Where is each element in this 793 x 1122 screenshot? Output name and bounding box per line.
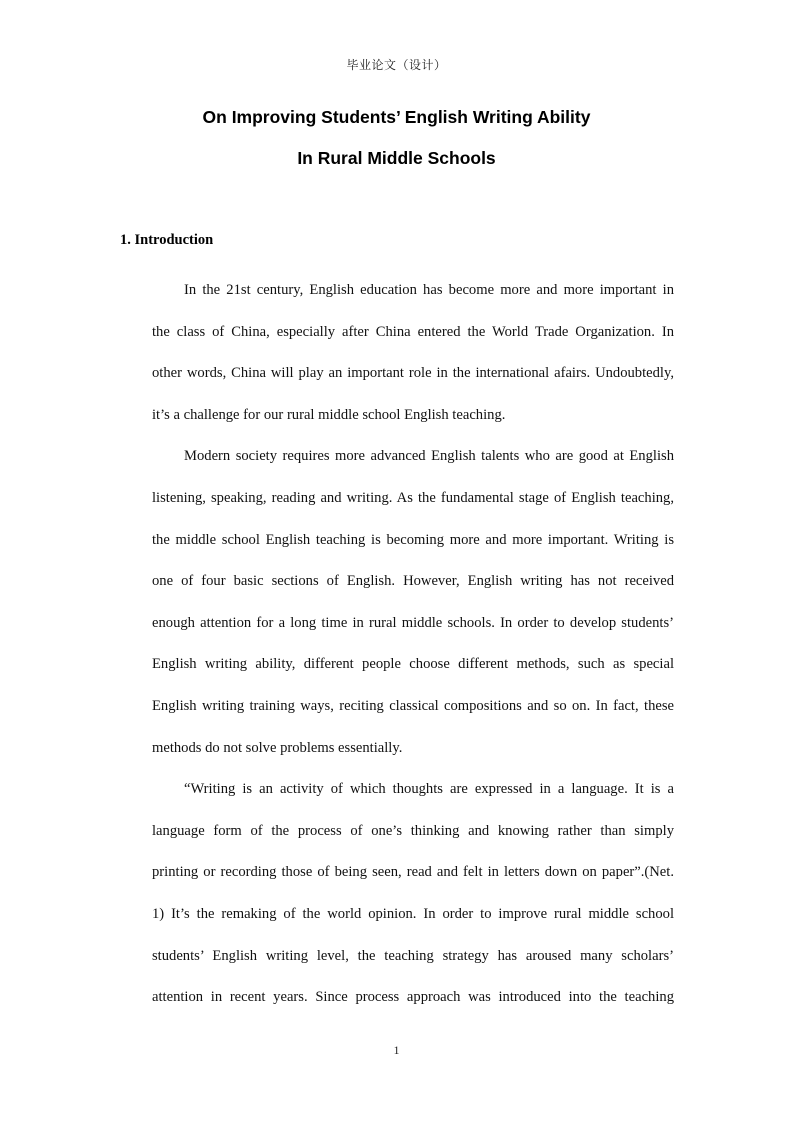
body-text (120, 270, 674, 1019)
text-line: English writing ability, different people choose different methods, such as special (152, 656, 674, 673)
text-line: methods do not solve problems essentially. (152, 739, 403, 756)
paragraph-3 (120, 769, 674, 1019)
text-line: other words, China will play an important role in the international afairs. Undoubtedly, (152, 365, 674, 382)
text-line: In the 21st century, English education has become more and more important in (184, 282, 674, 298)
text-line: 1) It’s the remaking of the world opinion. In order to improve rural middle school (152, 905, 674, 922)
paragraph-1 (120, 270, 674, 436)
text-line: enough attention for a long time in rural middle schools. In order to develop students’ (152, 614, 674, 631)
text-line: the middle school English teaching is becoming more and more important. Writing is (152, 531, 674, 548)
text-line: one of four basic sections of English. However, English writing has not received (152, 573, 674, 590)
text-line: it’s a challenge for our rural middle school English teaching. (152, 406, 506, 423)
paper-title-line-2: In Rural Middle Schools (297, 148, 496, 168)
text-line: the class of China, especially after China entered the World Trade Organization. In (152, 323, 674, 340)
paper-title-line-1: On Improving Students’ English Writing Ability (202, 107, 591, 127)
text-line: students’ English writing level, the teaching strategy has aroused many scholars’ (152, 947, 674, 964)
text-line: language form of the process of one’s thinking and knowing rather than simply (152, 822, 674, 839)
text-line: printing or recording those of being seen, read and felt in letters down on paper”.(Net. (152, 864, 674, 881)
text-line: listening, speaking, reading and writing. As the fundamental stage of English teaching, (152, 489, 674, 506)
page-number: 1 (393, 1043, 400, 1057)
text-line: “Writing is an activity of which thoughts are expressed in a language. It is a (184, 781, 674, 798)
paragraph-2 (120, 436, 674, 769)
section-heading-introduction: 1. Introduction (120, 232, 214, 248)
running-header: 毕业论文（设计） (346, 58, 447, 72)
text-line: Modern society requires more advanced English talents who are good at English (184, 448, 674, 465)
text-line: attention in recent years. Since process approach was introduced into the teaching (152, 989, 674, 1006)
text-line: English writing training ways, reciting classical compositions and so on. In fact, these (152, 697, 674, 714)
